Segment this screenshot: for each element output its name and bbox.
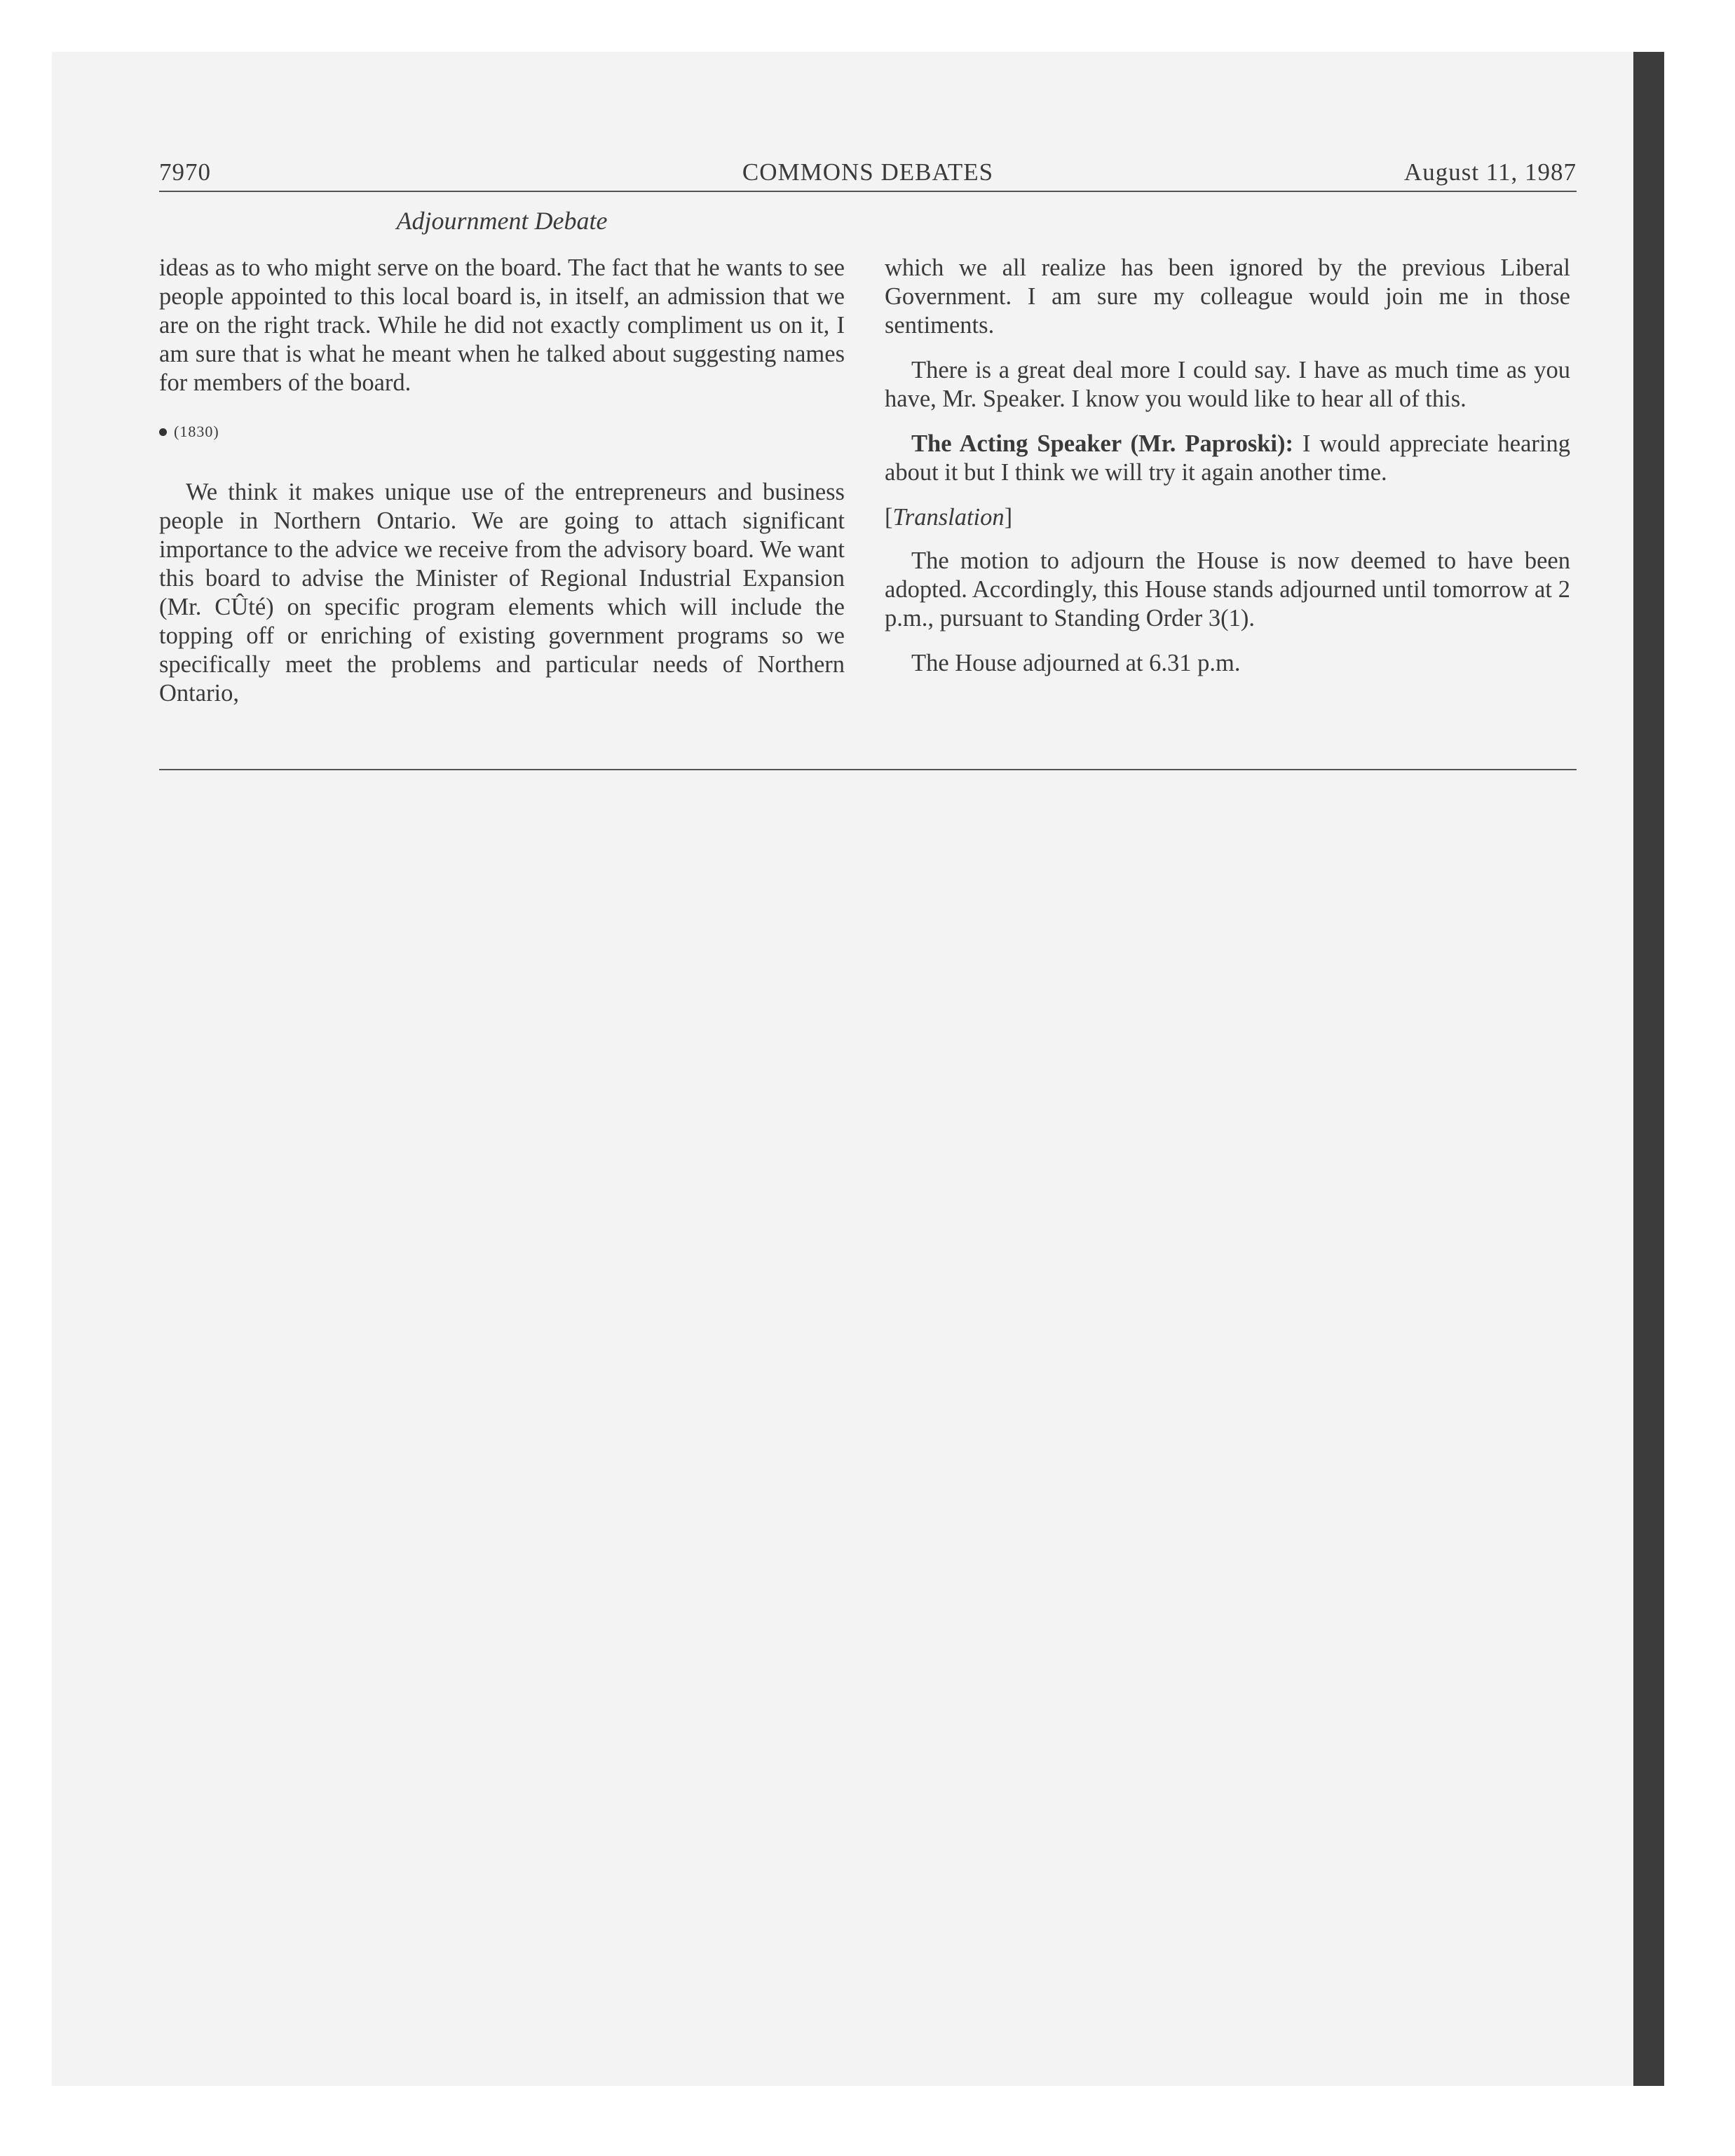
time-marker bbox=[159, 417, 845, 446]
page-number: 7970 bbox=[159, 158, 211, 186]
speaker-text: I would appreciate hearing about it but I think we will try it again another time. bbox=[885, 430, 1570, 486]
translation-label: Translation bbox=[892, 504, 1005, 531]
right-paragraph-1: which we all realize has been ignored by the previous Liberal Government. I am sure my colleague would join me in those sentiments. bbox=[885, 254, 1570, 339]
running-title: COMMONS DEBATES bbox=[742, 158, 994, 186]
left-paragraph-1: ideas as to who might serve on the board. The fact that he wants to see people appointed to this local board is, in itself, an admission that we are on the right track. While he did not exactly compliment us on it, I am sure that is what he meant when he talked about suggesting names for members of the board. bbox=[159, 254, 845, 396]
scan-edge-shadow bbox=[1633, 52, 1664, 2086]
translation-marker: [Translation] bbox=[885, 504, 1013, 531]
bullet-icon bbox=[159, 428, 167, 436]
right-column bbox=[885, 254, 1570, 694]
left-paragraph-2: We think it makes unique use of the entrepreneurs and business people in Northern Ontario. We are going to attach significant importance to the advice we receive from the advisory board. We want this board to advise the Minister of Regional Industrial Expansion (Mr. CÛté) on specific program elements which will include the topping off or enriching of existing government programs so we specifically meet the problems and particular needs of Northern Ontario, bbox=[159, 479, 845, 707]
time-marker-label: (1830) bbox=[174, 423, 219, 440]
section-heading: Adjournment Debate bbox=[396, 207, 608, 235]
right-paragraph-4: The motion to adjourn the House is now deemed to have been adopted. Accordingly, this House stands adjourned until tomorrow at 2 p.m., pursuant to Standing Order 3(1). bbox=[885, 547, 1570, 632]
speaker-paragraph bbox=[885, 430, 1570, 487]
page-header bbox=[159, 156, 1577, 192]
page-date: August 11, 1987 bbox=[1403, 158, 1577, 186]
right-paragraph-5: The House adjourned at 6.31 p.m. bbox=[911, 650, 1241, 676]
footer-rule bbox=[159, 769, 1577, 770]
left-column bbox=[159, 254, 845, 724]
right-paragraph-2: There is a great deal more I could say. I have as much time as you have, Mr. Speaker. I know you would like to hear all of this. bbox=[885, 357, 1570, 412]
speaker-name: The Acting Speaker (Mr. Paproski): bbox=[911, 430, 1293, 457]
